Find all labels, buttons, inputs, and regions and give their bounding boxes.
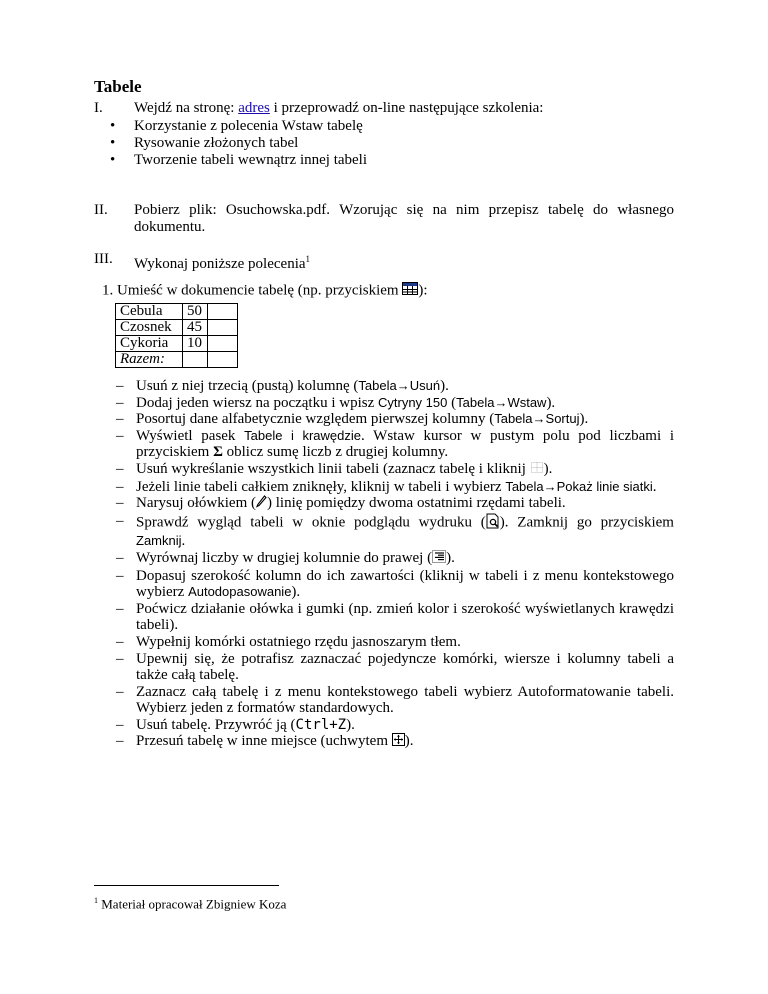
- code-text: Cytryny 150: [378, 394, 448, 410]
- table-row: [116, 320, 238, 336]
- pencil-icon: [256, 495, 267, 513]
- table-cell: [183, 352, 208, 368]
- list-item: – Dopasuj szerokość kolumn do ich zawartości (kliknij w tabeli i z menu kontekstowego wybierz Autodopasowanie).: [116, 568, 674, 601]
- footnote-ref: 1: [305, 254, 311, 264]
- list-item: – Wypełnij komórki ostatniego rzędu jasnoszarym tłem.: [116, 634, 674, 651]
- sample-table: [115, 303, 238, 368]
- move-handle-icon: [392, 733, 405, 751]
- section-3: [94, 251, 674, 273]
- table-cell: Cykoria: [116, 336, 183, 352]
- step-1-number: 1.: [102, 282, 114, 299]
- adres-link[interactable]: adres: [238, 100, 270, 116]
- list-item: – Usuń z niej trzecią (pustą) kolumnę (Tabela→Usuń).: [116, 378, 674, 395]
- section-2-text: Pobierz plik: Osuchowska.pdf. Wzorując się na nim przepisz tabelę do własnego dokumentu.: [134, 202, 674, 235]
- menu-path: Tabela→Sortuj: [494, 411, 580, 427]
- table-cell: 50: [183, 304, 208, 320]
- list-item: – Narysuj ołówkiem ( ) linię pomiędzy dwoma ostatnimi rzędami tabeli.: [116, 495, 674, 513]
- align-right-icon: [432, 550, 446, 568]
- section-1-number: I.: [94, 100, 103, 116]
- list-item: • Rysowanie złożonych tabel: [110, 135, 367, 152]
- table-cell: Cebula: [116, 304, 183, 320]
- page-title: Tabele: [94, 77, 142, 96]
- list-item: – Poćwicz działanie ołówka i gumki (np. zmień kolor i szerokość wyświetlanych krawędzi tabeli).: [116, 601, 674, 634]
- list-item: – Usuń tabelę. Przywróć ją (Ctrl+Z).: [116, 717, 674, 734]
- list-item: • Tworzenie tabeli wewnątrz innej tabeli: [110, 152, 367, 169]
- list-item: – Jeżeli linie tabeli całkiem zniknęły, kliknij w tabeli i wybierz Tabela→Pokaż linie siatki.: [116, 479, 674, 496]
- section-1: [94, 100, 674, 117]
- section-1-text: Wejdź na stronę: adres i przeprowadź on-line następujące szkolenia:: [134, 100, 544, 116]
- list-item: – Dodaj jeden wiersz na początku i wpisz Cytryny 150 (Tabela→Wstaw).: [116, 395, 674, 412]
- table-cell: [208, 352, 238, 368]
- section-2: [94, 202, 674, 236]
- table-cell: [208, 320, 238, 336]
- list-item: – Posortuj dane alfabetycznie względem pierwszej kolumny (Tabela→Sortuj).: [116, 411, 674, 428]
- list-item: – Upewnij się, że potrafisz zaznaczać pojedyncze komórki, wiersze i kolumny tabeli a także całą tabelę.: [116, 651, 674, 684]
- table-cell: 45: [183, 320, 208, 336]
- menu-path: Tabela→Pokaż linie siatki: [505, 478, 653, 494]
- list-item: – Usuń wykreślanie wszystkich linii tabeli (zaznacz tabelę i kliknij ).: [116, 461, 674, 479]
- table-cell: [208, 336, 238, 352]
- list-item: – Wyświetl pasek Tabele i krawędzie. Wstaw kursor w pustym polu pod liczbami i przyciskiem Σ oblicz sumę liczb z drugiej kolumny.: [116, 428, 674, 461]
- footnote-separator: [94, 885, 279, 886]
- table-row: [116, 304, 238, 320]
- menu-path: Autodopasowanie: [188, 584, 292, 600]
- table-row: [116, 336, 238, 352]
- footnote-number: 1: [94, 896, 98, 905]
- shortcut-text: Ctrl+Z: [295, 716, 347, 733]
- list-item: – Sprawdź wygląd tabeli w oknie podglądu wydruku ( ). Zamknij go przyciskiem Zamknij.: [116, 513, 674, 550]
- section-3-text: Wykonaj poniższe polecenia$^1$: [134, 254, 311, 272]
- menu-path: Tabela→Wstaw: [456, 394, 547, 410]
- table-cell: [208, 304, 238, 320]
- section-2-number: II.: [94, 202, 108, 218]
- list-item: – Wyrównaj liczby w drugiej kolumnie do prawej ( ).: [116, 550, 674, 568]
- table-cell: Czosnek: [116, 320, 183, 336]
- list-item: – Przesuń tabelę w inne miejsce (uchwytem ).: [116, 733, 674, 751]
- table-cell: Razem:: [116, 352, 183, 368]
- section-3-number: III.: [94, 251, 113, 267]
- no-border-icon: [530, 461, 544, 479]
- sigma-icon: Σ: [213, 444, 223, 461]
- list-item: • Korzystanie z polecenia Wstaw tabelę: [110, 118, 367, 135]
- menu-path: Tabele i krawędzie: [244, 427, 361, 443]
- list-item: – Zaznacz całą tabelę i z menu kontekstowego tabeli wybierz Autoformatowanie tabeli. Wybierz jeden z formatów standardowych.: [116, 684, 674, 717]
- insert-table-icon: [402, 282, 418, 300]
- print-preview-icon: [486, 513, 500, 534]
- table-cell: 10: [183, 336, 208, 352]
- footnote: $^1$ Materiał opracował Zbigniew Koza: [94, 896, 287, 912]
- menu-path: Zamknij: [136, 533, 182, 549]
- table-row: [116, 352, 238, 368]
- step-1: 1. Umieść w dokumencie tabelę (np. przyciskiem ):: [102, 282, 428, 299]
- task-list: [116, 378, 674, 751]
- menu-path: Tabela→Usuń: [358, 378, 441, 393]
- training-list: [110, 118, 367, 169]
